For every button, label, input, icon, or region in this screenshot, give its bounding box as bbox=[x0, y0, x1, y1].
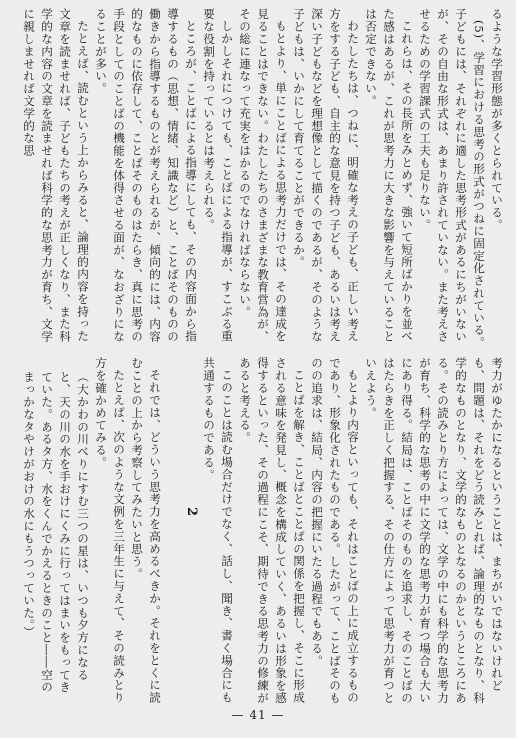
lower-text-block bbox=[11, 357, 506, 705]
paragraph: それでは、どういう思考力を高めるべきか。それをとくに読むことの上から考察してみたいと思う。 bbox=[130, 357, 162, 704]
section-number: 2 bbox=[184, 507, 199, 517]
paragraph: るような学習形態が多くとられている。 bbox=[490, 8, 504, 232]
paragraph: これらは、その長所をみとめず、強いて短所ばかりを並べた感はあるが、これが思考力に大きな影響を与えていることは否定できない。 bbox=[364, 8, 414, 343]
paragraph: ところが、ことばによる指導にしても、その内容面から指導するもの（思想、情緒、知識など）と、ことばそのものの働きから指導するものとが考えられるが、傾向的には、内容的なものに依存して、ことばそのものはたらき、真に思考の手段としてのことばの機能を体得させる面が、なおざりになることが多い。 bbox=[94, 8, 198, 343]
example-passage: （大かわの川べりにすむ三つの星は、いつも夕方になると、天の川の水を手おけにくみに行ってはまいをもってきていた。あるタ方、水をくんでかえるときのこと――空のまっかなタやけがおけの水にもうつっていた。） bbox=[22, 370, 90, 694]
paragraph: たとえば、読むという上からみると、論理的内容を持った文章を読ませれば、子どもたちの考えが正しくなり、また科学的な内容の文章を読ませれば科学的な思考力が育ち、文学に親しませれば文学的な思 bbox=[22, 8, 90, 343]
paragraph: たとえば、次のような文例を三年生に与えて、その読みとり方を確かめてみる。 bbox=[94, 357, 126, 704]
paragraph: しかしそれにつけても、ことばによる指導が、すこぶる重要な役割を持っているとは考えられる。 bbox=[202, 8, 234, 342]
paragraph: このことは読む場合だけでなく、話し、聞き、書く場合にも共通するものである。 bbox=[202, 357, 234, 704]
paragraph: もとより、単にことばによる思考力だけでは、その達成を見ることはできない。わたしたちのさまざまな教育営為が、その総に連なって充実をはかるのでなければならない。 bbox=[238, 8, 288, 343]
paragraph: もとより内容といっても、それはことばの上に成立するものであり、形象化されたものである。したがって、ことばそのものの追求は、結局、内容の把握にいたる過程でもある。 bbox=[310, 357, 360, 705]
paragraph: わたしたちは、つねに、明確な考えの子ども、正しい考え方をする子ども、自主的な意見を持つ子ども、あるいは考え深い子どもなどを理想像として描くのであるが、そのような子どもは、いかにして育てることができるか。 bbox=[292, 8, 360, 343]
paragraph: (5)、学習における思考の形式がつねに固定化されている。子どもには、それぞれに適した思考形式があるにちがいないが、その自由な形式は、あまり許されていない。また考えさせるための学習課式の工夫も足りない。 bbox=[418, 8, 486, 349]
page-number: — 41 — bbox=[231, 708, 285, 722]
upper-text-block bbox=[11, 8, 506, 353]
paragraph: ことばを解き、ことばとことばの関係を把握し、そこに形成される意味を発見し、概念を構成していく、あるいは形象を感得するといった、その過程にこそ、期待できる思考力の修練があると考える。 bbox=[238, 357, 306, 705]
paragraph: 考力がゆたかになるということは、まちがいではないけれども、問題は、それをどう読みとれば、論理的なものとなり、科学的なものとなり、文学的なものとなるのかというところにある。その読みとり方によっては、文学の中にも科学的な思考力が育ち、科学的な思考の中に文学的な思考力が育つ場合も大いにあり得る。結局は、ことばそのものを追求し、そのことばのはたらきを正しく把握する、その仕方によって思考力が育つといえよう。 bbox=[364, 357, 504, 705]
